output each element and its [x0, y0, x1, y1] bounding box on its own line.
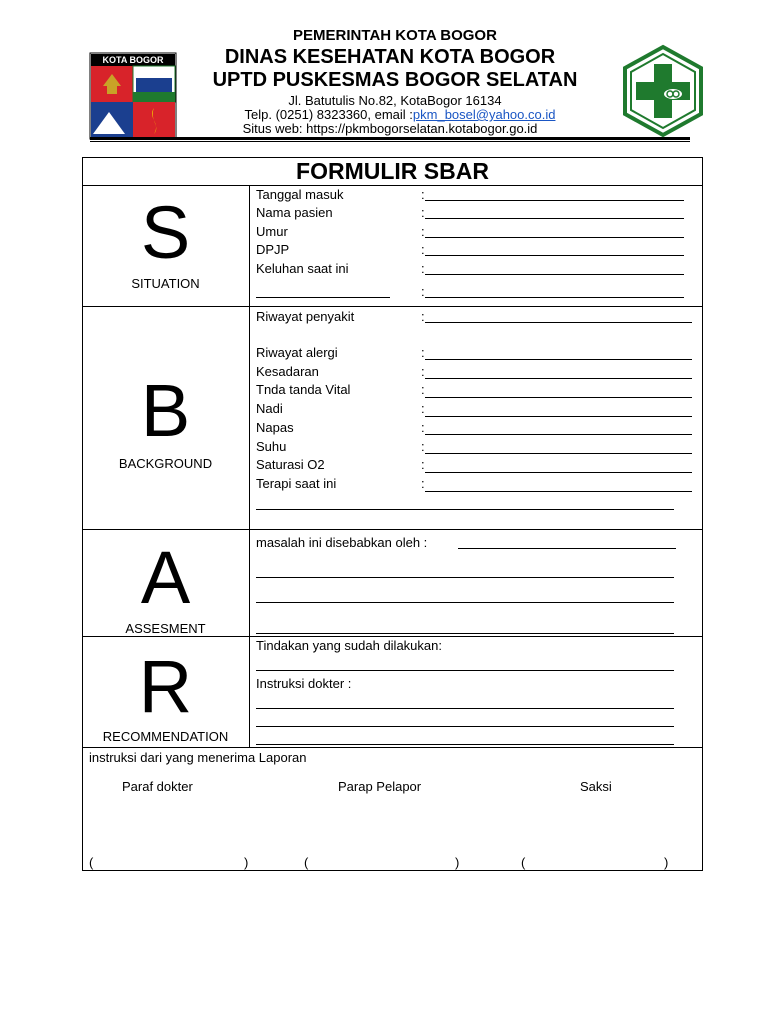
divider-r: [82, 747, 703, 748]
field-label: Suhu: [256, 439, 287, 454]
colon: :: [421, 309, 425, 324]
assesment-label: ASSESMENT: [125, 621, 206, 636]
sign-reporter-close: ): [455, 855, 460, 870]
divider-b: [82, 529, 703, 530]
sign-reporter-label: Parap Pelapor: [338, 779, 422, 794]
header-unit: UPTD PUSKESMAS BOGOR SELATAN: [212, 69, 578, 91]
field-label: Riwayat penyakit: [256, 309, 355, 324]
header-department: DINAS KESEHATAN KOTA BOGOR: [224, 46, 556, 68]
sign-witness-label: Saksi: [580, 779, 612, 794]
colon: :: [421, 242, 425, 257]
answer-line[interactable]: [425, 491, 692, 492]
header-government: PEMERINTAH KOTA BOGOR: [293, 27, 497, 44]
field-label: Nadi: [256, 401, 283, 416]
sign-doctor-label: Paraf dokter: [122, 779, 193, 794]
field-label: Riwayat alergi: [256, 345, 338, 360]
colon: :: [421, 261, 425, 276]
situation-label: SITUATION: [131, 276, 200, 291]
sign-witness-open: (: [521, 855, 526, 870]
form-title: FORMULIR SBAR: [296, 158, 489, 184]
assesment-letter: A: [140, 536, 191, 619]
email-link[interactable]: pkm_bosel@yahoo.co.id: [412, 107, 556, 122]
answer-line[interactable]: [425, 416, 692, 417]
divider-s: [82, 306, 703, 307]
footer-note: instruksi dari yang menerima Laporan: [89, 750, 307, 765]
answer-line[interactable]: [425, 472, 692, 473]
header-website: Situs web: https://pkmbogorselatan.kotabogor.go.id: [242, 121, 538, 136]
field-label: Tnda tanda Vital: [256, 382, 351, 397]
colon: :: [421, 382, 425, 397]
field-label: Kesadaran: [256, 364, 319, 379]
assesment-prompt: masalah ini disebabkan oleh :: [256, 535, 428, 550]
colon: :: [421, 439, 425, 454]
answer-line[interactable]: [425, 434, 692, 435]
answer-line[interactable]: [425, 359, 692, 360]
header-address: Jl. Batutulis No.82, KotaBogor 16134: [288, 93, 502, 108]
answer-line[interactable]: [425, 453, 692, 454]
answer-line[interactable]: [425, 255, 684, 256]
answer-line[interactable]: [425, 274, 684, 275]
answer-line[interactable]: [256, 708, 674, 709]
field-label: DPJP: [256, 242, 290, 257]
sign-doctor-close: ): [244, 855, 249, 870]
colon: :: [421, 224, 425, 239]
answer-line[interactable]: [256, 577, 674, 578]
answer-line[interactable]: [425, 200, 684, 201]
field-label: Umur: [256, 224, 288, 239]
header-phone: Telp. (0251) 8323360, email :: [244, 107, 413, 122]
field-label: Terapi saat ini: [256, 476, 337, 491]
divider-title: [82, 185, 703, 186]
field-label: Saturasi O2: [256, 457, 325, 472]
colon: :: [421, 420, 425, 435]
situation-letter: S: [140, 191, 191, 274]
field-label: Nama pasien: [256, 205, 333, 220]
sign-witness-close: ): [664, 855, 669, 870]
background-letter: B: [140, 369, 191, 452]
header-contact: [190, 107, 610, 122]
colon: :: [421, 205, 425, 220]
answer-line[interactable]: [256, 726, 674, 727]
answer-line[interactable]: [425, 378, 692, 379]
column-divider: [249, 185, 250, 747]
field-label: Tanggal masuk: [256, 187, 344, 202]
crest-text: KOTA BOGOR: [102, 55, 164, 65]
instruction-label: Instruksi dokter :: [256, 676, 352, 691]
answer-line[interactable]: [425, 322, 692, 323]
header-rule-thin: [90, 141, 690, 142]
extra-label-line[interactable]: [256, 297, 390, 298]
answer-line[interactable]: [425, 237, 684, 238]
answer-line[interactable]: [458, 548, 676, 549]
header-rule: [90, 137, 690, 140]
field-label: Napas: [256, 420, 294, 435]
puskesmas-logo-icon: [616, 44, 710, 138]
action-label: Tindakan yang sudah dilakukan:: [256, 638, 442, 653]
colon: :: [421, 401, 425, 416]
divider-a: [82, 636, 703, 637]
answer-line[interactable]: [425, 218, 684, 219]
kota-bogor-crest: [89, 52, 177, 140]
answer-line[interactable]: [256, 744, 674, 745]
answer-line[interactable]: [425, 297, 684, 298]
answer-line[interactable]: [256, 509, 674, 510]
background-label: BACKGROUND: [118, 456, 213, 471]
field-label: Keluhan saat ini: [256, 261, 349, 276]
colon: :: [421, 364, 425, 379]
recommendation-label: RECOMMENDATION: [102, 729, 229, 744]
colon: :: [421, 476, 425, 491]
colon: :: [421, 284, 425, 299]
colon: :: [421, 187, 425, 202]
sign-doctor-open: (: [89, 855, 94, 870]
sign-reporter-open: (: [304, 855, 309, 870]
colon: :: [421, 345, 425, 360]
answer-line[interactable]: [256, 602, 674, 603]
answer-line[interactable]: [256, 670, 674, 671]
recommendation-letter: R: [138, 645, 193, 728]
answer-line[interactable]: [256, 633, 674, 634]
answer-line[interactable]: [425, 397, 692, 398]
colon: :: [421, 457, 425, 472]
